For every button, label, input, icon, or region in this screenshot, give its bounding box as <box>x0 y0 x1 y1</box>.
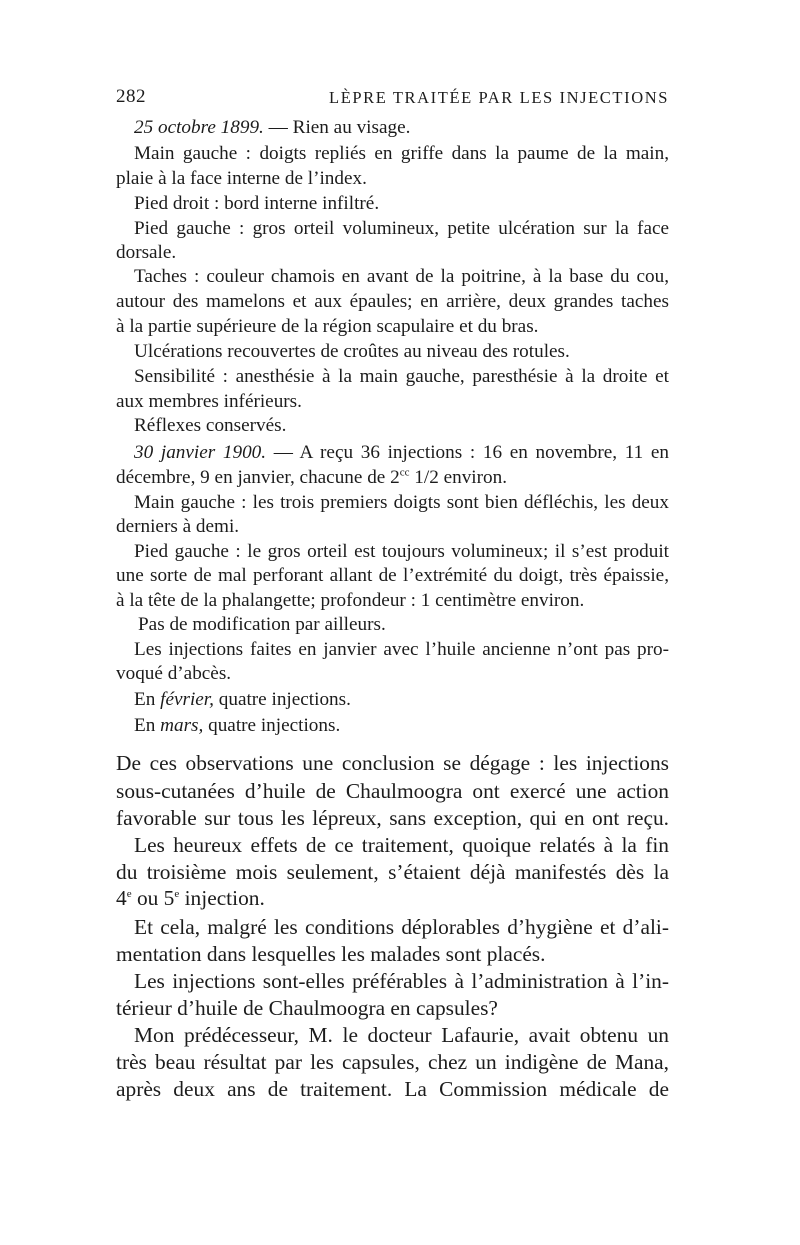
text-line: Pied gauche : le gros orteil est toujours volumineux; il s’est produit <box>134 541 669 562</box>
conclusion-line: très beau résultat par les capsules, chez un indigène de Mana, <box>116 1050 669 1074</box>
conclusion-line: après deux ans de traitement. La Commission médicale de <box>116 1077 669 1101</box>
injection-number-4: 4 <box>116 886 127 910</box>
conclusion-line: Et cela, malgré les conditions déplorables d’hygiène et d’ali- <box>134 915 669 939</box>
text-line: Les injections faites en janvier avec l’huile ancienne n’ont pas pro- <box>134 639 669 660</box>
february-month: février, <box>160 689 214 710</box>
text-line: Pied gauche : gros orteil volumineux, petite ulcération sur la face <box>134 218 669 239</box>
text-line: Ulcérations recouvertes de croûtes au niveau des rotules. <box>134 341 570 362</box>
text-line: à la partie supérieure de la région scapulaire et du bras. <box>116 316 539 337</box>
ordinal-suffix: e <box>174 887 180 900</box>
text-line: voqué d’abcès. <box>116 663 232 684</box>
text-line: aux membres inférieurs. <box>116 391 302 412</box>
conclusion-line: sous-cutanées d’huile de Chaulmoogra ont exercé une action <box>116 779 669 803</box>
march-prefix: En <box>134 715 161 736</box>
text-line <box>116 466 669 490</box>
text-line: autour des mamelons et aux épaules; en arrière, deux grandes taches <box>116 291 669 312</box>
march-rest: quatre injections. <box>203 715 341 736</box>
february-rest: quatre injections. <box>213 689 351 710</box>
march-month: mars, <box>160 715 204 736</box>
text-line: Réflexes conservés. <box>134 415 287 436</box>
text-line: Sensibilité : anesthésie à la main gauche, paresthésie à la droite et <box>134 366 669 387</box>
page-number: 282 <box>116 86 146 107</box>
text-line-march <box>134 714 669 738</box>
conclusion-line: Mon prédécesseur, M. le docteur Lafaurie, avait obtenu un <box>134 1023 669 1047</box>
february-prefix: En <box>134 689 161 710</box>
conclusion-line: du troisième mois seulement, s’étaient déjà manifestés dès la <box>116 860 669 884</box>
text-line-february <box>134 688 669 712</box>
text-line: Pas de modification par ailleurs. <box>138 614 386 635</box>
conclusion-line: mentation dans lesquelles les malades sont placés. <box>116 942 546 966</box>
dose-rest: 1/2 environ. <box>409 467 507 488</box>
ordinal-suffix: e <box>126 887 132 900</box>
conclusion-line: Les heureux effets de ce traitement, quoique relatés à la fin <box>134 833 669 857</box>
text-line: Pied droit : bord interne infiltré. <box>134 193 380 214</box>
dose-unit: cc <box>399 466 410 479</box>
conclusion-line: De ces observations une conclusion se dégage : les injections <box>116 751 669 775</box>
entry-1-date: 25 octobre 1899. <box>134 117 264 138</box>
text-line: à la tête de la phalangette; profondeur : 1 centimètre environ. <box>116 590 585 611</box>
text-line: une sorte de mal perforant allant de l’extrémité du doigt, très épaissie, <box>116 565 669 586</box>
text-line: Main gauche : doigts repliés en griffe dans la paume de la main, <box>134 143 669 164</box>
conclusion-line <box>116 884 669 912</box>
entry-1-heading <box>134 116 669 140</box>
page-header <box>116 86 669 110</box>
injection-word: injection. <box>179 886 265 910</box>
conclusion-line: Les injections sont-elles préférables à l’administration à l’in- <box>134 969 669 993</box>
text-line: plaie à la face interne de l’index. <box>116 168 367 189</box>
injection-number-5: ou 5 <box>131 886 175 910</box>
text-line: Taches : couleur chamois en avant de la poitrine, à la base du cou, <box>134 266 669 287</box>
entry-2-date: 30 janvier 1900. <box>134 442 267 463</box>
entry-1-text: — Rien au visage. <box>263 117 411 138</box>
conclusion-line: térieur d’huile de Chaulmoogra en capsules? <box>116 996 498 1020</box>
text-line: Main gauche : les trois premiers doigts sont bien défléchis, les deux <box>134 492 669 513</box>
entry-2-text: — A reçu 36 injections : 16 en novembre, 11 en <box>266 442 670 463</box>
running-title: LÈPRE TRAITÉE PAR LES INJECTIONS <box>329 88 669 107</box>
text-line: derniers à demi. <box>116 516 240 537</box>
conclusion-line: favorable sur tous les lépreux, sans exception, qui en ont reçu. <box>116 806 669 830</box>
entry-2-heading <box>134 441 669 465</box>
text-line: dorsale. <box>116 242 177 263</box>
dose-prefix: décembre, 9 en janvier, chacune de 2 <box>116 467 400 488</box>
